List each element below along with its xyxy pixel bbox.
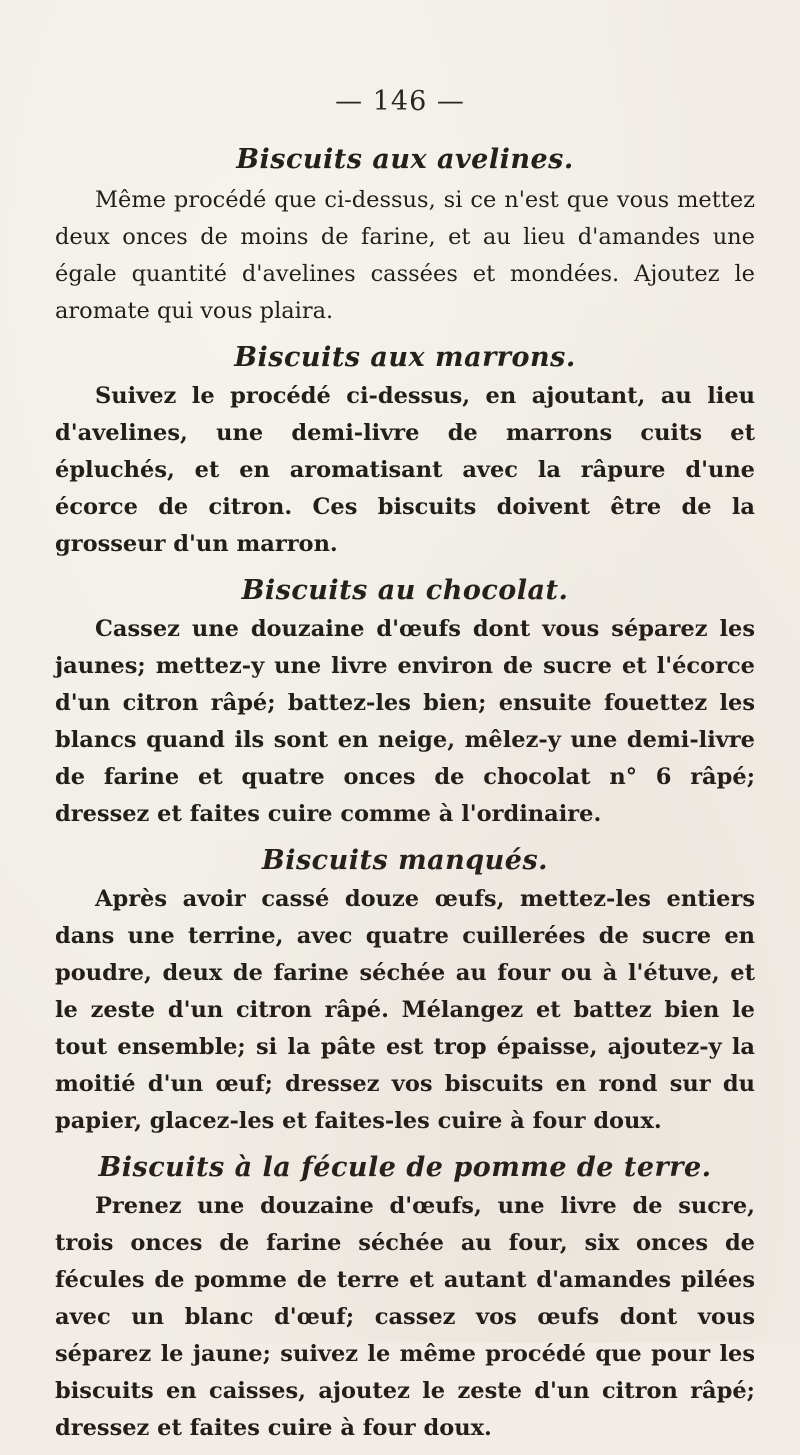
section-biscuits-avelines (55, 140, 755, 330)
section-body: Après avoir cassé douze œufs, mettez-les entiers dans une terrine, avec quatre cuillerées de sucre en poudre, deux de farine séchée au four ou à l'étuve, et le zeste d'un citron râpé. Mélangez et battez bien le tout ensemble; si la pâte est trop épaisse, ajoutez-y la moitié d'un œuf; dressez vos biscuits en rond sur du papier, glacez-les et faites-les cuire à four doux. (55, 886, 755, 1134)
section-title: Biscuits manqués. (261, 845, 549, 876)
section-biscuits-manques (55, 841, 755, 1140)
section-body: Prenez une douzaine d'œufs, une livre de sucre, trois onces de farine séchée au four, six onces de fécules de pomme de terre et autant d'amandes pilées avec un blanc d'œuf; cassez vos œufs dont vous séparez le jaune; suivez le même procédé que pour les biscuits en caisses, ajoutez le zeste d'un citron râpé; dressez et faites cuire à four doux. (55, 1193, 755, 1441)
section-title: Biscuits aux marrons. (234, 342, 576, 373)
section-biscuits-chocolat (55, 571, 755, 833)
section-biscuits-marrons (55, 338, 755, 563)
section-biscuits-fecule (55, 1148, 755, 1447)
section-title: Biscuits à la fécule de pomme de terre. (98, 1152, 712, 1183)
page-content (55, 140, 755, 1455)
section-title: Biscuits aux avelines. (236, 144, 574, 175)
page-number: — 146 — (335, 86, 465, 117)
section-body: Même procédé que ci-dessus, si ce n'est que vous mettez deux onces de moins de farine, et au lieu d'amandes une égale quantité d'avelines cassées et mondées. Ajoutez le aromate qui vous plaira. (55, 187, 755, 324)
section-title: Biscuits au chocolat. (241, 575, 569, 606)
section-body: Suivez le procédé ci-dessus, en ajoutant, au lieu d'avelines, une demi-livre de marrons cuits et épluchés, et en aromatisant avec la râpure d'une écorce de citron. Ces biscuits doivent être de la grosseur d'un marron. (55, 383, 755, 557)
section-body: Cassez une douzaine d'œufs dont vous séparez les jaunes; mettez-y une livre environ de sucre et l'écorce d'un citron râpé; battez-les bien; ensuite fouettez les blancs quand ils sont en neige, mêlez-y une demi-livre de farine et quatre onces de chocolat n° 6 râpé; dressez et faites cuire comme à l'ordinaire. (55, 616, 755, 827)
